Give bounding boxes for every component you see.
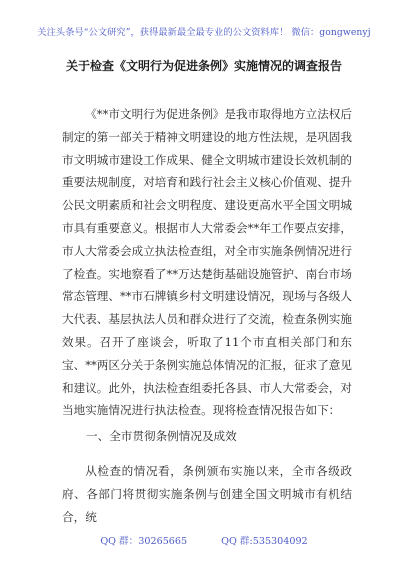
header-banner: 关注头条号“公文研究”，获得最新最全最专业的公文资料库！ 微信：gongwenyj	[37, 27, 371, 38]
footer-qq-groups	[0, 533, 408, 547]
document-title: 关于检查《文明行为促进条例》实施情况的调查报告	[65, 59, 342, 73]
body-paragraph: 《**市文明行为促进条例》是我市取得地方立法权后制定的第一部关于精神文明建设的地方性法规，是巩固我市文明城市建设工作成果、健全文明城市建设长效机制的重要法规制度，对培育和践行社会主义核心价值观、提升公民文明素质和社会文明程度、建设更高水平全国文明城市具有重要意义。根据市人大常委会**年工作要点安排，市人大常委会成立执法检查组，对全市实施条例情况进行了检查。实地察看了**万达楚街基础设施管护、南台市场常态管理、**市石牌镇乡村文明建设情况，现场与各级人大代表、基层执法人员和群众进行了交流，检查条例实施效果。召开了座谈会，听取了11个市直相关部门和东宝、**两区分关于条例实施总体情况的汇报，征求了意见和建议。此外，执法检查组委托各县、市人大常委会，对当地实施情况进行执法检查。现将检查情况报告如下：	[62, 107, 352, 418]
body-paragraph: 从检查的情况看，条例颁布实施以来，全市各级政府、各部门将贯彻实施条例与创建全国文明城市有机结合，统	[62, 464, 352, 524]
section-heading: 一、全市贯彻条例情况及成效	[86, 429, 237, 443]
footer-qq-group-1: QQ 群：30265665	[100, 536, 188, 547]
footer-qq-group-2: QQ 群:535304092	[221, 536, 308, 547]
